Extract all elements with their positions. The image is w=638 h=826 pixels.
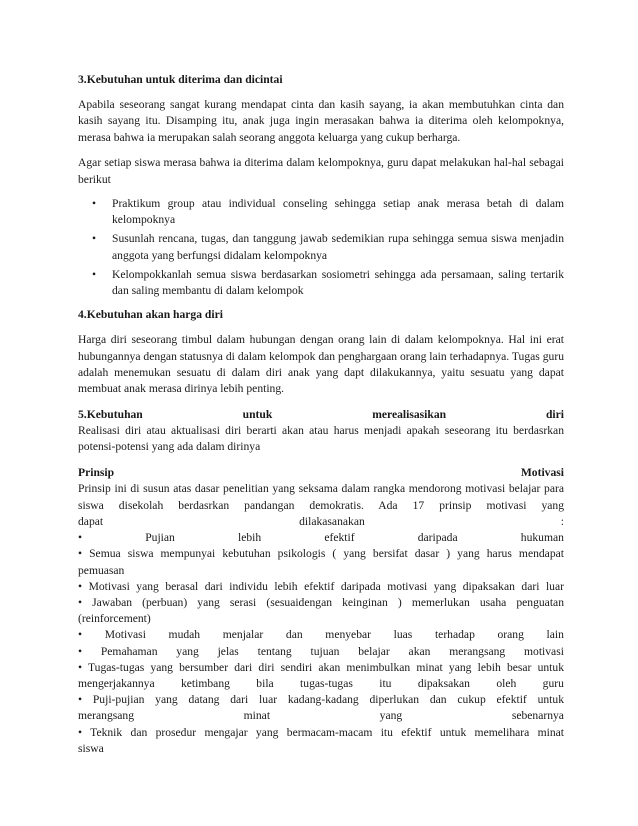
bullet-icon: • <box>92 232 97 246</box>
section3-bullet-list <box>78 196 564 299</box>
item-puji-pujian: • Puji-pujian yang datang dari luar kadang-kadang diperlukan dan cukup efektif untuk <box>78 693 564 707</box>
prinsip-heading: Prinsip Motivasi <box>78 465 564 479</box>
section5-paragraph: Realisasi diri atau aktualisasi diri berarti akan atau harus menjadi apakah seseorang itu berdasrkan potensi-potensi yang ada dalam dirinya <box>78 424 564 454</box>
bullet-icon: • <box>92 197 97 211</box>
list-item: • Susunlah rencana, tugas, dan tanggung jawab sedemikian rupa sehingga semua siswa menjadin anggota yang berfungsi didalam kelompoknya <box>92 232 564 262</box>
line-motivasi-mudah: • Motivasi mudah menjalar dan menyebar luas terhadap orang lain <box>78 628 564 642</box>
item-jawaban-cont: (reinforcement) <box>78 612 151 626</box>
list-item: • Praktikum group atau individual conseling sehingga setiap anak merasa betah di dalam kelompoknya <box>92 197 564 227</box>
line-pujian: • Pujian lebih efektif daripada hukuman <box>78 531 564 545</box>
line-mengerjakan: mengerjakannya ketimbang bila tugas-tugas itu dipaksakan oleh guru <box>78 676 564 690</box>
section4-paragraph: Harga diri seseorang timbul dalam hubungan dengan orang lain di dalam kelompoknya. Hal ini erat hubungannya dengan statusnya di dalam kelompok dan penghargaan orang lain terhadapnya. Tugas guru adalah menemukan sesuatu di dalam diri anak yang dapt dilakukannya, yaitu sesuatu yang dapat membuat anak merasa dirinya lebih penting. <box>78 333 564 396</box>
section3-paragraph-1: Apabila seseorang sangat kurang mendapat cinta dan kasih sayang, ia akan membutuhkan cinta dan kasih sayang itu. Disamping itu, anak juga ingin merasakan bahwa ia diterima oleh kelompoknya, merasa bahwa ia merupakan salah seorang anggota keluarga yang cukup berharga. <box>78 98 564 144</box>
line-dapat: dapat dilakasanakan : <box>78 514 564 528</box>
document-page <box>78 72 564 757</box>
item-motivasi-individu: • Motivasi yang berasal dari individu lebih efektif daripada motivasi yang dipaksakan dari luar <box>78 579 564 593</box>
bullet-icon: • <box>92 267 97 281</box>
item-semua-siswa-cont: pemuasan <box>78 563 125 577</box>
section3-heading: 3.Kebutuhan untuk diterima dan dicintai <box>78 73 283 86</box>
prinsip-intro: Prinsip ini di susun atas dasar penelitian yang seksama dalam rangka mendorong motivasi belajar para siswa disekolah berdasrkan pandangan demokratis. Ada 17 prinsip motivasi yang <box>78 482 564 512</box>
section4-heading: 4.Kebutuhan akan harga diri <box>78 308 223 322</box>
line-pemahaman: • Pemahaman yang jelas tentang tujuan belajar akan merangsang motivasi <box>78 644 564 658</box>
item-teknik-cont: siswa <box>78 741 104 755</box>
section3-paragraph-2: Agar setiap siswa merasa bahwa ia diterima dalam kelompoknya, guru dapat melakukan hal-hal sebagai berikut <box>78 156 564 186</box>
item-semua-siswa: • Semua siswa mempunyai kebutuhan psikologis ( yang bersifat dasar ) yang harus mendapat <box>78 547 564 561</box>
line-merangsang: merangsang minat yang sebenarnya <box>78 709 564 723</box>
item-jawaban: • Jawaban (perbuan) yang serasi (sesuaidengan keinginan ) memerlukan usaha penguatan <box>78 595 564 609</box>
item-teknik: • Teknik dan prosedur mengajar yang bermacam-macam itu efektif untuk memelihara minat <box>78 725 564 739</box>
item-tugas: • Tugas-tugas yang bersumber dari diri sendiri akan menimbulkan minat yang lebih besar untuk <box>78 660 564 674</box>
section5-heading: 5.Kebutuhan untuk merealisasikan diri <box>78 407 564 421</box>
list-item: • Kelompokkanlah semua siswa berdasarkan sosiometri sehingga ada persamaan, saling tertarik dan saling membantu di dalam kelompok <box>92 267 564 298</box>
